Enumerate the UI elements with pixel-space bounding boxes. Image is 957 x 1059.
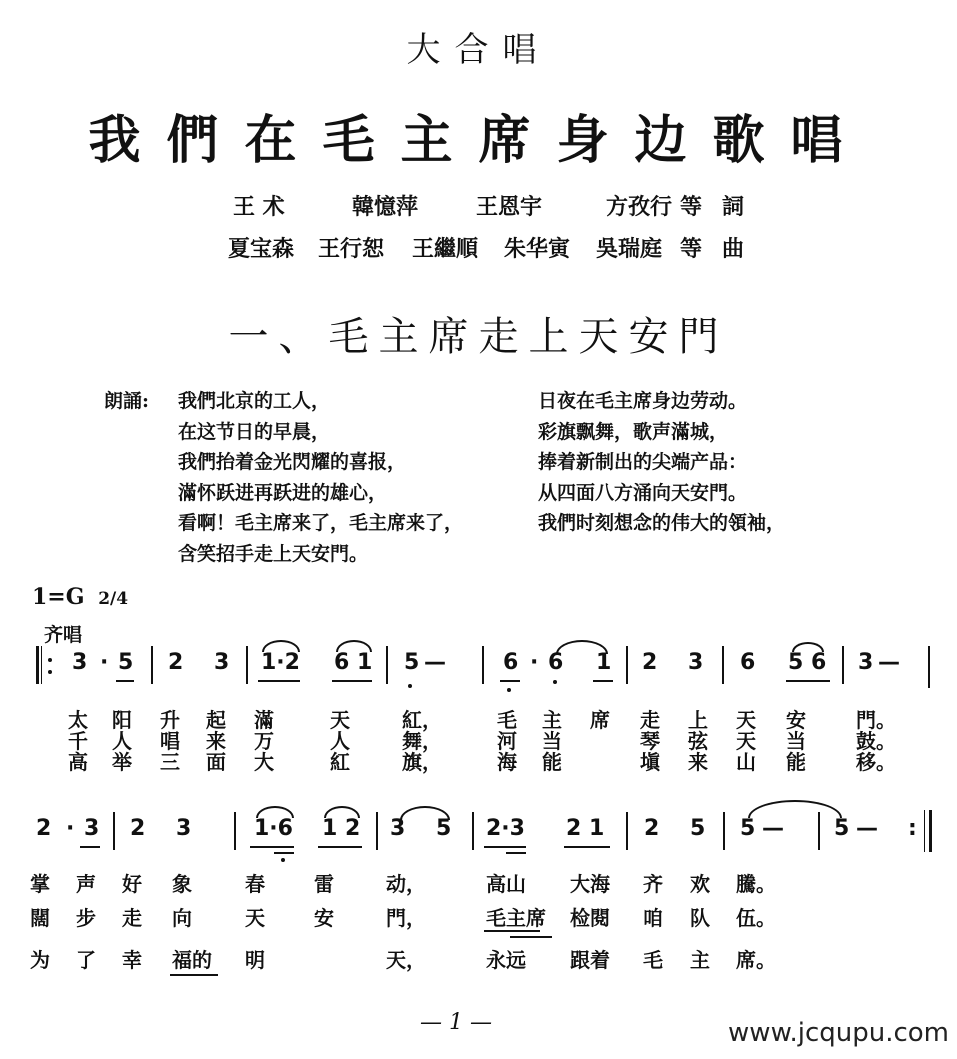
lyric: 天 [245, 906, 265, 930]
lyric: 毛 [643, 948, 663, 972]
note-group: 1·2 [261, 650, 300, 675]
recitation-line: 含笑招手走上天安門。 [178, 542, 369, 565]
repeat-end-dots: : [908, 816, 917, 841]
note: 3 [214, 650, 230, 675]
recitation-line: 我們抬着金光閃耀的喜报， [178, 451, 407, 473]
music-role-label: 曲 [722, 236, 745, 262]
lyric: 席 [590, 708, 610, 732]
dash: — [878, 650, 900, 675]
lyric: 阳 [112, 708, 132, 732]
note-group: 1 2 [322, 816, 361, 841]
lyric: 幸 [122, 948, 142, 972]
note: 6 [548, 650, 564, 675]
lyric: 能 [786, 750, 806, 774]
watermark: www.jcqupu.com [728, 1018, 949, 1048]
note: 3 [858, 650, 874, 675]
lyric: 毛 [497, 708, 517, 732]
note-group: 5 6 [788, 650, 827, 675]
lyric: 唱 [160, 729, 180, 753]
lyricist-name: 王 术 [233, 194, 285, 220]
barline [818, 812, 820, 850]
underline [484, 846, 526, 848]
lyric: 雷 [314, 872, 334, 896]
lyric: 闊 [30, 906, 50, 930]
lyric: 三 [160, 750, 180, 774]
lyric: 面 [206, 750, 226, 774]
note: 3 [84, 816, 100, 841]
lyric: 步 [76, 906, 96, 930]
underline [258, 680, 300, 682]
barline [842, 646, 844, 684]
underline [500, 680, 520, 682]
barline [376, 812, 378, 850]
lyric: 当 [542, 729, 562, 753]
lyric: 天， [386, 948, 426, 972]
section-title: 一、毛主席走上天安門 [228, 314, 729, 360]
lyric: 海 [497, 750, 517, 774]
lyric: 大海 [570, 872, 610, 896]
lyric: 检閱 [570, 906, 610, 930]
note: 5 [118, 650, 134, 675]
lyric: 当 [786, 729, 806, 753]
lyrics-verse-1 [0, 868, 957, 894]
lyric: 鼓。 [856, 729, 896, 753]
underline [116, 680, 134, 682]
lyrics-block-2 [0, 868, 957, 978]
note: 5 [436, 816, 452, 841]
lyric: 主 [542, 708, 562, 732]
recitation-line: 在这节日的早晨， [178, 420, 331, 443]
repeat-start-thin-barline [41, 646, 42, 684]
lyric: 大 [254, 750, 274, 774]
lyric: 安 [786, 708, 806, 732]
low-octave-dot [408, 684, 412, 688]
note-group: 6 1 [334, 650, 373, 675]
lyric: 山 [736, 750, 756, 774]
lyricist-name: 王恩宇 [476, 194, 543, 220]
song-title: 我們在毛主席身边歌唱 [88, 110, 869, 171]
note: 5 [690, 816, 706, 841]
lyric: 千 [68, 729, 88, 753]
double-underline [274, 852, 294, 854]
lyric: 齐 [643, 872, 663, 896]
underline [786, 680, 830, 682]
composer-name: 夏宝森 [228, 236, 295, 262]
double-underline [506, 852, 526, 854]
lyric: 声 [76, 872, 96, 896]
lyric: 紅 [330, 750, 350, 774]
lyric: 动， [386, 872, 426, 896]
lyric: 天 [736, 729, 756, 753]
lyric: 毛主席 [486, 906, 546, 930]
lyric: 安 [314, 906, 334, 930]
lyric: 滿 [254, 708, 274, 732]
composer-name: 王繼順 [412, 236, 479, 262]
lyrics-verse-3 [0, 944, 957, 970]
note: 5 [834, 816, 850, 841]
note: 3 [688, 650, 704, 675]
composers-credit [0, 232, 957, 262]
lyric: 队 [690, 906, 710, 930]
performance-mode: 齐唱 [44, 624, 83, 646]
lyric: 騰。 [736, 872, 776, 896]
lyric: 为 [30, 948, 50, 972]
lyric: 舞， [402, 729, 442, 753]
lyric: 象 [172, 872, 192, 896]
note: 3 [72, 650, 88, 675]
note: 6 [740, 650, 756, 675]
dash: — [856, 816, 878, 841]
lyrics-role-label: 詞 [722, 194, 745, 220]
note: 5 [740, 816, 756, 841]
underline [250, 846, 294, 848]
lyric: 来 [206, 729, 226, 753]
underline [318, 846, 362, 848]
lyric: 移。 [856, 750, 896, 774]
lyric: 福的 [172, 948, 212, 972]
dot-note: · [66, 816, 75, 841]
recitation-line: 日夜在毛主席身边劳动。 [538, 390, 748, 412]
lyric: 咱 [643, 906, 663, 930]
lyric: 太 [68, 708, 88, 732]
page-number: — 1 — [420, 1010, 492, 1035]
barline [472, 812, 474, 850]
lyric: 了 [76, 948, 96, 972]
dash: — [424, 650, 446, 675]
score-line-1 [0, 640, 957, 700]
recitation-line: 看啊！毛主席来了，毛主席来了， [178, 512, 464, 534]
repeat-dot [48, 658, 52, 662]
lyric: 起 [206, 708, 226, 732]
lyricist-name: 韓憶萍 [352, 194, 419, 220]
note: 3 [176, 816, 192, 841]
composer-name: 王行恕 [318, 236, 385, 262]
lyric: 万 [254, 729, 274, 753]
low-octave-dot [507, 688, 511, 692]
underline [170, 974, 218, 976]
lyric: 塡 [640, 750, 660, 774]
recitation-left-column [178, 386, 463, 569]
key-label: 1=G [32, 584, 85, 610]
underline [484, 930, 540, 932]
lyric: 門， [386, 906, 426, 930]
barline [482, 646, 484, 684]
lyric: 来 [688, 750, 708, 774]
recitation-right-column [538, 386, 785, 539]
note: 2 [36, 816, 52, 841]
lyric: 天 [330, 708, 350, 732]
lyric: 跟着 [570, 948, 610, 972]
lyric: 能 [542, 750, 562, 774]
note: 2 [644, 816, 660, 841]
genre-label: 大合唱 [406, 30, 551, 70]
note: 5 [404, 650, 420, 675]
barline [626, 646, 628, 684]
note: 2 [168, 650, 184, 675]
underline [564, 846, 610, 848]
lyric: 走 [640, 708, 660, 732]
note: 6 [503, 650, 519, 675]
repeat-end-thin-barline [924, 810, 925, 852]
recitation-label: 朗誦: [104, 390, 150, 412]
barline [151, 646, 153, 684]
lyric: 明 [245, 948, 265, 972]
lyric: 紅， [402, 708, 442, 732]
lyric: 春 [245, 872, 265, 896]
lyric: 席。 [736, 948, 776, 972]
note-group: 1·6 [254, 816, 293, 841]
barline [234, 812, 236, 850]
lyric: 高 [68, 750, 88, 774]
note: 1 [596, 650, 612, 675]
recitation-line: 滿怀跃进再跃进的雄心， [178, 481, 388, 504]
lyric: 欢 [690, 872, 710, 896]
underline [332, 680, 372, 682]
lyric: 人 [330, 729, 350, 753]
low-octave-dot [281, 858, 285, 862]
recitation-line: 我們时刻想念的伟大的領袖， [538, 512, 786, 534]
note-group: 2 1 [566, 816, 605, 841]
barline [386, 646, 388, 684]
lyricist-name: 方孜行 [606, 194, 673, 220]
key-signature [32, 584, 128, 610]
note: 2 [642, 650, 658, 675]
barline [928, 646, 930, 688]
etc-label: 等 [680, 194, 703, 220]
dot-note: · [530, 650, 539, 675]
etc-label: 等 [680, 236, 703, 262]
dash: — [762, 816, 784, 841]
lyric: 門。 [856, 708, 896, 732]
lyric: 伍。 [736, 906, 776, 930]
dot-note: · [100, 650, 109, 675]
lyric: 高山 [486, 872, 526, 896]
recitation-line: 捧着新制出的尖端产品： [538, 451, 748, 473]
lyric: 走 [122, 906, 142, 930]
lyric: 上 [688, 708, 708, 732]
lyric: 旗， [402, 750, 442, 774]
barline [246, 646, 248, 684]
lyrics-verse-3 [0, 746, 957, 774]
lyrics-verse-2 [0, 902, 957, 928]
composer-name: 吳瑞庭 [596, 236, 663, 262]
lyric: 升 [160, 708, 180, 732]
barline [722, 646, 724, 684]
lyric: 永远 [486, 948, 526, 972]
lyricists-credit [0, 190, 957, 220]
lyric: 琴 [640, 729, 660, 753]
lyric: 弦 [688, 729, 708, 753]
lyric: 人 [112, 729, 132, 753]
note: 2 [130, 816, 146, 841]
composer-name: 朱华寅 [504, 236, 571, 262]
barline [113, 812, 115, 850]
barline [723, 812, 725, 850]
time-signature: 2/4 [98, 589, 129, 609]
lyric: 举 [112, 750, 132, 774]
score-line-2 [0, 806, 957, 866]
lyric: 掌 [30, 872, 50, 896]
lyric: 主 [690, 948, 710, 972]
underline [80, 846, 100, 848]
note: 3 [390, 816, 406, 841]
note-group: 2·3 [486, 816, 525, 841]
repeat-start-barline [36, 646, 39, 684]
lyric: 天 [736, 708, 756, 732]
barline [626, 812, 628, 850]
underline [593, 680, 613, 682]
repeat-dot [48, 670, 52, 674]
low-octave-dot [553, 680, 557, 684]
recitation-line: 我們北京的工人， [178, 390, 331, 412]
lyric: 河 [497, 729, 517, 753]
double-underline [510, 936, 552, 938]
repeat-end-barline [929, 810, 932, 852]
lyrics-block-1 [0, 704, 957, 784]
lyric: 好 [122, 872, 142, 896]
recitation-line: 从四面八方涌向天安門。 [538, 481, 748, 504]
recitation-line: 彩旗飘舞，歌声滿城， [538, 420, 729, 443]
lyric: 向 [172, 906, 192, 930]
